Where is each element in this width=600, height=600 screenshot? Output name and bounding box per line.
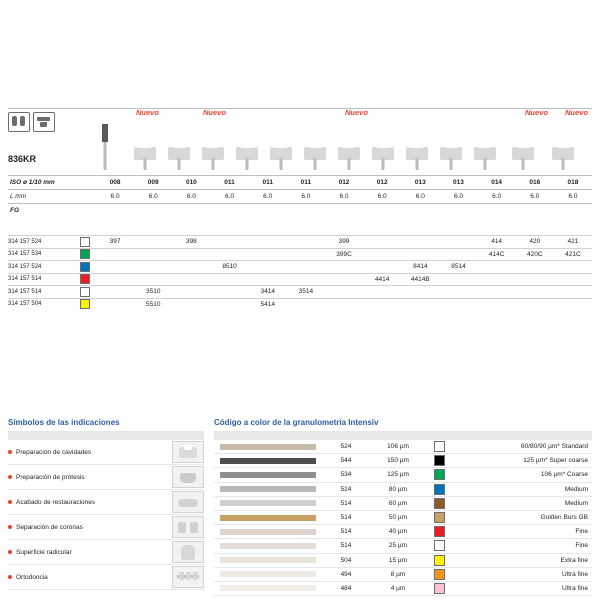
- grit-micron: 25 µm: [388, 542, 408, 550]
- order-code: 314 157 524: [8, 263, 42, 270]
- order-cell: 8414: [413, 263, 428, 271]
- grit-name: 106 µm* Coarse: [540, 471, 588, 479]
- order-cell: 398: [185, 238, 197, 246]
- grit-number: 524: [340, 443, 352, 451]
- grit-swatch: [426, 526, 452, 537]
- order-cell: [249, 251, 287, 258]
- spec-cell: 6.0: [301, 193, 311, 200]
- bullet-icon: [8, 475, 12, 479]
- order-cell: [363, 288, 401, 295]
- spec-row-fg: [8, 203, 592, 217]
- grit-swatch: [80, 262, 96, 272]
- order-cell: [287, 251, 325, 258]
- nuevo-badge: Nuevo: [345, 108, 368, 117]
- grit-swatch: [80, 287, 96, 297]
- bur-image: [130, 122, 160, 170]
- order-cell: 421C: [565, 250, 581, 258]
- grit-micron: 150 µm: [387, 457, 409, 465]
- grit-micron: 60 µm: [388, 499, 408, 507]
- order-cell: 399C: [336, 250, 352, 258]
- grit-swatch: [426, 569, 452, 580]
- bur-image: [164, 122, 194, 170]
- order-cell: 399: [338, 238, 350, 246]
- bur-illustration-row: [8, 108, 592, 170]
- grit-number: 514: [340, 528, 352, 536]
- order-cell: [249, 276, 287, 283]
- grit-number: 544: [340, 457, 352, 465]
- list-item: [8, 465, 204, 490]
- order-cell: [134, 238, 172, 245]
- grit-swatch: [426, 498, 452, 509]
- spec-cell: 013: [414, 179, 426, 186]
- table-row: [8, 260, 592, 273]
- grit-micron: 8 µm: [390, 570, 406, 578]
- spec-label: L mm: [10, 193, 27, 200]
- bur-image: [300, 122, 330, 170]
- spec-cell: 010: [185, 179, 197, 186]
- order-cell: [249, 238, 287, 245]
- order-cell: [287, 263, 325, 270]
- order-cell: [287, 238, 325, 245]
- order-cell: [210, 301, 248, 308]
- table-row: [214, 468, 592, 482]
- grit-swatch: [426, 583, 452, 594]
- grit-micron: 50 µm: [388, 514, 408, 522]
- list-item: [8, 565, 204, 590]
- order-cell: [287, 301, 325, 308]
- restoration-finish-icon: [172, 491, 204, 513]
- order-cell: 421: [567, 238, 579, 246]
- bur-image: [90, 122, 120, 170]
- spec-cell: 6.0: [110, 193, 120, 200]
- order-cell: [478, 288, 516, 295]
- spec-cell: 011: [224, 179, 235, 186]
- bur-image: [508, 122, 538, 170]
- table-row: [214, 483, 592, 497]
- bullet-icon: [8, 550, 12, 554]
- nuevo-badge: Nuevo: [203, 108, 226, 117]
- spec-cell: 009: [147, 179, 159, 186]
- order-cell: 420: [529, 238, 541, 246]
- order-cell: [478, 263, 516, 270]
- order-cell: 4414B: [410, 275, 430, 283]
- list-item: [8, 440, 204, 465]
- spec-cell: 6.0: [148, 193, 158, 200]
- grit-bar: [214, 471, 322, 479]
- grit-bar: [214, 584, 322, 592]
- table-row: [8, 298, 592, 311]
- color-code-title: Código a color de la granulometría Intensiv: [214, 418, 379, 427]
- order-cell: [516, 276, 554, 283]
- bur-image: [402, 122, 432, 170]
- crown-separation-icon: [172, 516, 204, 538]
- table-row: [214, 554, 592, 568]
- spec-cell: 011: [262, 179, 273, 186]
- order-cell: [210, 288, 248, 295]
- grit-micron: 4 µm: [390, 584, 406, 592]
- order-cell: [554, 288, 592, 295]
- spec-cell: 6.0: [530, 193, 540, 200]
- order-cell: 8510: [222, 263, 237, 271]
- root-surface-icon: [172, 541, 204, 563]
- order-cell: [363, 238, 401, 245]
- color-code-panel: [214, 418, 592, 596]
- order-cell: [516, 263, 554, 270]
- grit-bar: [214, 485, 322, 493]
- spec-cell: 6.0: [568, 193, 578, 200]
- bullet-icon: [8, 575, 12, 579]
- table-row: [214, 511, 592, 525]
- order-cell: [401, 288, 439, 295]
- table-row: [8, 285, 592, 298]
- spec-cell: 018: [567, 179, 579, 186]
- spec-values: [96, 190, 592, 203]
- order-cell: [249, 263, 287, 270]
- bur-image: [266, 122, 296, 170]
- grit-number: 484: [340, 584, 352, 592]
- symbols-header-bar: [8, 431, 204, 440]
- order-cell: [96, 263, 134, 270]
- nuevo-badge: Nuevo: [565, 108, 588, 117]
- grit-bar: [214, 556, 322, 564]
- order-cell: [134, 263, 172, 270]
- order-cell: [172, 276, 210, 283]
- grit-swatch: [426, 555, 452, 566]
- spec-cell: 6.0: [186, 193, 196, 200]
- grit-name: Ultra fine: [561, 570, 588, 578]
- bullet-icon: [8, 450, 12, 454]
- symbols-title: Símbolos de las indicaciones: [8, 418, 120, 427]
- spec-row-length: [8, 189, 592, 203]
- grit-micron: 15 µm: [388, 556, 408, 564]
- order-cell: [172, 263, 210, 270]
- list-item: [8, 515, 204, 540]
- symbols-panel: [8, 418, 204, 590]
- spec-label: ISO ø 1/10 mm: [10, 179, 55, 186]
- grit-number: 494: [340, 570, 352, 578]
- list-item: [8, 540, 204, 565]
- grit-name: Ultra fine: [561, 584, 588, 592]
- grit-name: Golden Burs GB: [540, 514, 588, 522]
- spec-label: FG: [10, 207, 20, 214]
- order-cell: [554, 301, 592, 308]
- grit-name: Fine: [575, 542, 588, 550]
- order-cell: [210, 238, 248, 245]
- order-cell: [172, 251, 210, 258]
- order-cell: [401, 301, 439, 308]
- grit-micron: 106 µm: [387, 443, 409, 451]
- order-cell: [363, 301, 401, 308]
- bur-image: [470, 122, 500, 170]
- spec-row-iso: [8, 175, 592, 189]
- grit-swatch: [80, 237, 96, 247]
- order-cell: 8514: [451, 263, 466, 271]
- order-cell: [96, 276, 134, 283]
- grit-name: Medium: [564, 499, 588, 507]
- grit-number: 514: [340, 499, 352, 507]
- spec-cell: 6.0: [453, 193, 463, 200]
- grit-number: 504: [340, 556, 352, 564]
- order-cell: [439, 251, 477, 258]
- grit-swatch: [426, 455, 452, 466]
- spec-cell: 014: [491, 179, 503, 186]
- grit-swatch: [426, 484, 452, 495]
- order-cell: 420C: [527, 250, 543, 258]
- grit-bar: [214, 514, 322, 522]
- orthodontics-icon: [172, 566, 204, 588]
- nuevo-badge: Nuevo: [136, 108, 159, 117]
- order-cell: 414C: [488, 250, 505, 258]
- order-code: 314 157 504: [8, 301, 42, 308]
- cavity-prep-icon: [172, 441, 204, 463]
- order-code: 314 157 514: [8, 288, 42, 295]
- spec-cell: 011: [300, 179, 312, 186]
- symbol-label: Preparación de prótesis: [16, 473, 85, 481]
- order-cell: [134, 276, 172, 283]
- bur-image: [334, 122, 364, 170]
- order-cell: [325, 288, 363, 295]
- bullet-icon: [8, 525, 12, 529]
- spec-cell: 6.0: [263, 193, 273, 200]
- table-row: [214, 454, 592, 468]
- order-cell: 3514: [298, 288, 314, 296]
- grit-bar: [214, 443, 322, 451]
- grit-swatch: [80, 249, 96, 259]
- spec-cell: 012: [338, 179, 350, 186]
- order-code-table: [8, 235, 592, 310]
- order-cell: [478, 276, 516, 283]
- table-row: [214, 440, 592, 454]
- grit-swatch: [426, 512, 452, 523]
- order-cell: [363, 263, 401, 270]
- order-cell: [478, 301, 516, 308]
- grit-bar: [214, 528, 322, 536]
- table-row: [214, 568, 592, 582]
- spec-cell: 6.0: [492, 193, 502, 200]
- symbol-label: Separación de coronas: [16, 523, 83, 531]
- grit-name: Medium: [564, 485, 588, 493]
- order-cell: [210, 251, 248, 258]
- symbol-label: Acabado de restauraciones: [16, 498, 96, 506]
- order-cell: [439, 276, 477, 283]
- grit-swatch: [426, 469, 452, 480]
- table-row: [214, 497, 592, 511]
- spec-table: [8, 175, 592, 217]
- order-cell: [172, 301, 210, 308]
- order-cell: [96, 301, 134, 308]
- order-cell: [401, 251, 439, 258]
- list-item: [8, 490, 204, 515]
- grit-bar: [214, 542, 322, 550]
- table-row: [214, 525, 592, 539]
- order-cell: 5414: [260, 300, 275, 308]
- order-cell: [172, 288, 210, 295]
- spec-values: [96, 176, 592, 189]
- order-code: 314 157 514: [8, 276, 42, 283]
- spec-cell: 012: [376, 179, 388, 186]
- grit-micron: 80 µm: [388, 485, 408, 493]
- prosthesis-prep-icon: [172, 466, 204, 488]
- grit-bar: [214, 570, 322, 578]
- order-cell: 397: [109, 238, 121, 246]
- symbol-label: Preparación de cavidades: [16, 448, 92, 456]
- order-cell: [516, 288, 554, 295]
- grit-swatch: [426, 441, 452, 452]
- grit-number: 524: [340, 485, 352, 493]
- bur-image: [548, 122, 578, 170]
- order-cell: 5510: [146, 300, 161, 308]
- table-row: [214, 539, 592, 553]
- bur-image: [368, 122, 398, 170]
- symbol-label: Superficie radicular: [16, 548, 72, 556]
- order-cell: 3510: [146, 288, 161, 296]
- grit-name: Extra fine: [560, 556, 588, 564]
- order-cell: [325, 263, 363, 270]
- order-cell: [401, 238, 439, 245]
- spec-values: [96, 204, 592, 217]
- product-reference: 836KR: [8, 154, 37, 164]
- bur-image: [436, 122, 466, 170]
- order-cell: [325, 276, 363, 283]
- grit-swatch: [80, 274, 96, 284]
- order-cell: 4414: [374, 275, 390, 283]
- grit-micron: 40 µm: [388, 528, 408, 536]
- table-row: [214, 582, 592, 596]
- nuevo-badges: [8, 108, 592, 122]
- order-cell: [439, 288, 477, 295]
- spec-cell: 016: [529, 179, 541, 186]
- order-code: 314 157 534: [8, 251, 42, 258]
- grit-number: 534: [340, 471, 352, 479]
- order-cell: [439, 238, 477, 245]
- grit-number: 514: [340, 542, 352, 550]
- order-cell: [96, 288, 134, 295]
- spec-cell: 6.0: [339, 193, 349, 200]
- spec-cell: 013: [453, 179, 464, 186]
- grit-swatch: [426, 540, 452, 551]
- bullet-icon: [8, 500, 12, 504]
- order-code: 314 157 524: [8, 238, 42, 245]
- color-code-header-bar: [214, 431, 592, 440]
- order-cell: [516, 301, 554, 308]
- order-cell: [96, 251, 134, 258]
- order-cell: [554, 263, 592, 270]
- grit-number: 514: [340, 514, 352, 522]
- bur-images: [8, 122, 592, 170]
- order-cell: [554, 276, 592, 283]
- grit-bar: [214, 457, 322, 465]
- order-cell: [325, 301, 363, 308]
- order-cell: [134, 251, 172, 258]
- order-cell: [439, 301, 477, 308]
- symbol-label: Ortodoncia: [16, 573, 48, 581]
- order-cell: [287, 276, 325, 283]
- order-cell: 414: [491, 238, 503, 246]
- bur-image: [198, 122, 228, 170]
- grit-micron: 125 µm: [387, 471, 409, 479]
- table-row: [8, 248, 592, 261]
- order-cell: [210, 276, 248, 283]
- table-row: [8, 273, 592, 286]
- spec-cell: 6.0: [377, 193, 387, 200]
- grit-name: 60/80/90 µm* Standard: [521, 443, 588, 451]
- table-row: [8, 235, 592, 248]
- grit-name: Fine: [575, 528, 588, 536]
- bur-image: [232, 122, 262, 170]
- spec-cell: 008: [109, 179, 121, 186]
- nuevo-badge: Nuevo: [525, 108, 548, 117]
- spec-cell: 6.0: [415, 193, 425, 200]
- grit-swatch: [80, 299, 96, 309]
- order-cell: [363, 251, 401, 258]
- grit-name: 125 µm* Super coarse: [523, 457, 588, 465]
- order-cell: 3414: [260, 288, 275, 296]
- spec-cell: 6.0: [225, 193, 235, 200]
- grit-bar: [214, 499, 322, 507]
